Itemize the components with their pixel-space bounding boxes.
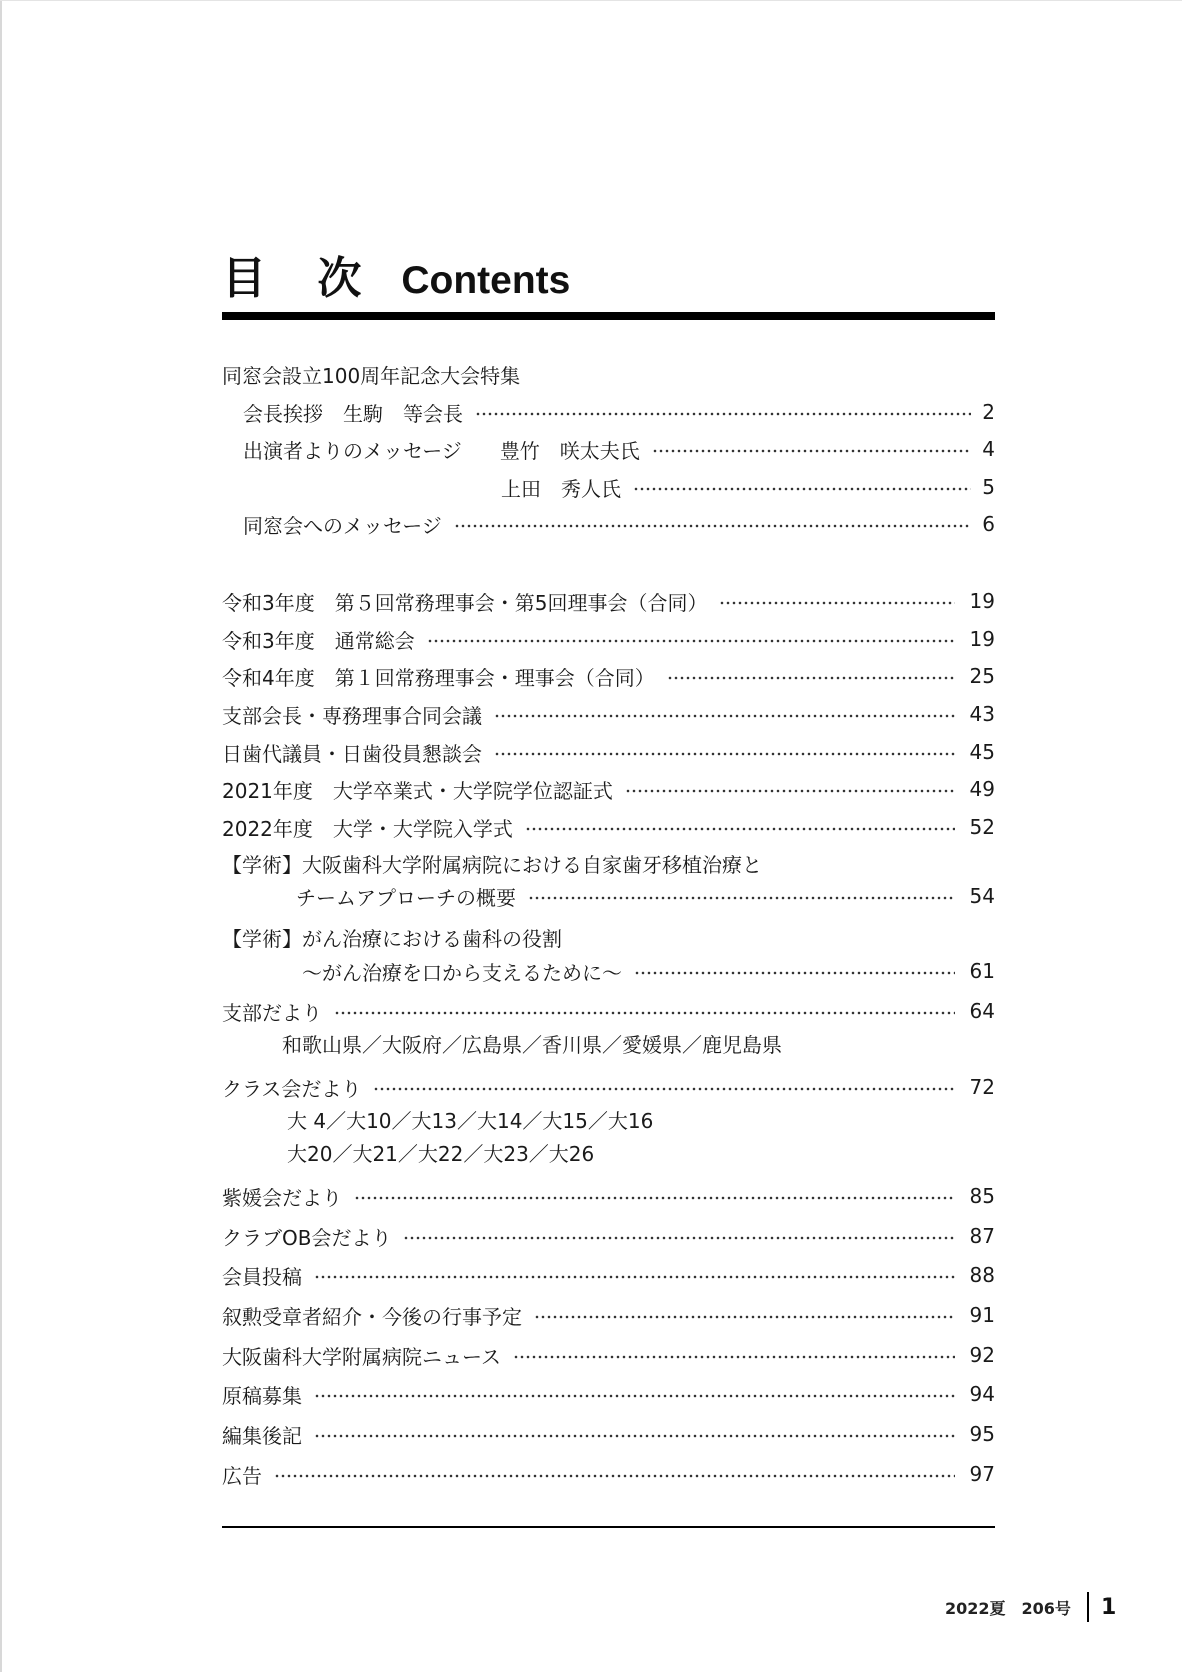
toc-entry[interactable] [222, 996, 995, 1026]
toc-entry-page: 72 [969, 1075, 995, 1099]
dot-leader [494, 714, 955, 718]
dot-leader [652, 449, 971, 453]
toc-entry-label: 2021年度 大学卒業式・大学院学位認証式 [222, 778, 613, 803]
toc-entry[interactable] [243, 434, 995, 464]
toc-entry-page: 64 [969, 999, 995, 1023]
toc-entry-page: 25 [969, 664, 995, 688]
toc-entry[interactable] [222, 1459, 995, 1489]
dot-leader [667, 676, 955, 680]
toc-entry-page: 5 [982, 475, 995, 499]
toc-entry-label: 支部会長・専務理事合同会議 [222, 703, 482, 728]
page-title [222, 242, 570, 304]
toc-entry-label: クラス会だより [222, 1076, 362, 1101]
dot-leader [314, 1275, 955, 1279]
toc-entry-label: 広告 [222, 1463, 262, 1488]
toc-entry[interactable] [243, 397, 995, 427]
dot-leader [719, 601, 955, 605]
page-edge-left [0, 0, 2, 1672]
toc-entry-label[interactable]: 【学術】大阪歯科大学附属病院における自家歯牙移植治療と [222, 853, 762, 877]
toc-entry-label: 大阪歯科大学附属病院ニュース [222, 1344, 501, 1369]
dot-leader [494, 752, 955, 756]
toc-entry[interactable] [222, 661, 995, 691]
title-japanese: 目 次 [222, 253, 380, 304]
toc-entry-page: 92 [969, 1343, 995, 1367]
toc-entry[interactable] [222, 1300, 995, 1330]
toc-entry-name: 豊竹 咲太夫氏 [499, 438, 640, 463]
footer-divider [1087, 1592, 1089, 1622]
toc-entry[interactable] [501, 472, 995, 502]
toc-entry-page: 54 [969, 884, 995, 908]
toc-entry-sublist: 和歌山県／大阪府／広島県／香川県／愛媛県／鹿児島県 [282, 1033, 782, 1057]
toc-entry-page: 61 [969, 959, 995, 983]
toc-entry-label: 会長挨拶 生駒 等会長 [243, 401, 463, 426]
page-number: 1 [1100, 1594, 1117, 1620]
dot-leader [634, 971, 955, 975]
dot-leader [525, 827, 955, 831]
toc-entry-label: 同窓会へのメッセージ [243, 513, 442, 538]
dot-leader [373, 1087, 955, 1091]
toc-section-heading: 同窓会設立100周年記念大会特集 [222, 364, 521, 388]
toc-entry-page: 19 [969, 627, 995, 651]
toc-entry-page: 94 [969, 1382, 995, 1406]
toc-entry[interactable] [222, 1221, 995, 1251]
toc-entry-page: 95 [969, 1422, 995, 1446]
toc-entry-label: 叙勲受章者紹介・今後の行事予定 [222, 1304, 522, 1329]
toc-entry-sublist: 大20／大21／大22／大23／大26 [287, 1142, 595, 1166]
page-footer [945, 1592, 1116, 1622]
page-edge-top [0, 0, 1182, 1]
toc-entry-label: 支部だより [222, 1000, 322, 1025]
toc-entry-label: 令和3年度 第５回常務理事会・第5回理事会（合同） [222, 590, 708, 615]
toc-entry-page: 87 [969, 1224, 995, 1248]
bottom-divider [222, 1526, 995, 1528]
toc-entry-page: 88 [969, 1263, 995, 1287]
toc-entry[interactable] [243, 509, 995, 539]
toc-entry[interactable] [222, 1379, 995, 1409]
dot-leader [625, 789, 955, 793]
toc-entry[interactable] [222, 1181, 995, 1211]
toc-entry[interactable] [296, 881, 995, 911]
toc-entry-label: 原稿募集 [222, 1383, 302, 1408]
toc-entry-label[interactable]: 【学術】がん治療における歯科の役割 [222, 927, 562, 951]
toc-entry-label: 会員投稿 [222, 1264, 302, 1289]
dot-leader [354, 1196, 955, 1200]
toc-entry-label: 日歯代議員・日歯役員懇談会 [222, 741, 482, 766]
toc-entry-label: 令和4年度 第１回常務理事会・理事会（合同） [222, 665, 655, 690]
dot-leader [427, 639, 955, 643]
toc-entry-page: 85 [969, 1184, 995, 1208]
toc-entry[interactable] [222, 624, 995, 654]
title-underline [222, 312, 995, 320]
toc-entry-page: 91 [969, 1303, 995, 1327]
dot-leader [334, 1011, 955, 1015]
toc-entry[interactable] [222, 812, 995, 842]
title-english: Contents [401, 259, 571, 302]
toc-entry[interactable] [222, 586, 995, 616]
toc-entry-label: クラブOB会だより [222, 1225, 392, 1250]
toc-entry-label: 編集後記 [222, 1423, 302, 1448]
issue-label: 2022夏 206号 [945, 1598, 1071, 1618]
toc-entry[interactable] [222, 1340, 995, 1370]
toc-entry-label: チームアプローチの概要 [296, 885, 516, 910]
toc-entry[interactable] [222, 699, 995, 729]
dot-leader [633, 487, 971, 491]
dot-leader [534, 1315, 955, 1319]
toc-entry-label: 出演者よりのメッセージ [243, 438, 462, 463]
dot-leader [454, 524, 971, 528]
toc-entry-page: 97 [969, 1462, 995, 1486]
toc-entry-page: 52 [969, 815, 995, 839]
toc-entry-label: 令和3年度 通常総会 [222, 628, 415, 653]
toc-entry-label: ～がん治療を口から支えるために～ [302, 960, 622, 985]
toc-entry[interactable] [222, 774, 995, 804]
dot-leader [314, 1394, 955, 1398]
dot-leader [528, 896, 955, 900]
toc-entry-page: 43 [969, 702, 995, 726]
toc-entry-name: 上田 秀人氏 [501, 476, 621, 501]
toc-entry-page: 49 [969, 777, 995, 801]
dot-leader [403, 1236, 955, 1240]
toc-entry[interactable] [222, 1419, 995, 1449]
toc-entry-page: 6 [982, 512, 995, 536]
dot-leader [274, 1474, 955, 1478]
toc-entry[interactable] [222, 737, 995, 767]
dot-leader [513, 1355, 955, 1359]
toc-entry-label: 2022年度 大学・大学院入学式 [222, 816, 513, 841]
toc-entry-page: 4 [982, 437, 995, 461]
toc-entry-label: 紫媛会だより [222, 1185, 342, 1210]
toc-entry-sublist: 大 4／大10／大13／大14／大15／大16 [287, 1109, 654, 1133]
toc-entry-page: 19 [969, 589, 995, 613]
toc-entry[interactable] [302, 956, 995, 986]
dot-leader [314, 1434, 955, 1438]
toc-entry[interactable] [222, 1260, 995, 1290]
dot-leader [475, 412, 971, 416]
toc-entry-page: 45 [969, 740, 995, 764]
toc-entry-page: 2 [982, 400, 995, 424]
toc-entry[interactable] [222, 1072, 995, 1102]
